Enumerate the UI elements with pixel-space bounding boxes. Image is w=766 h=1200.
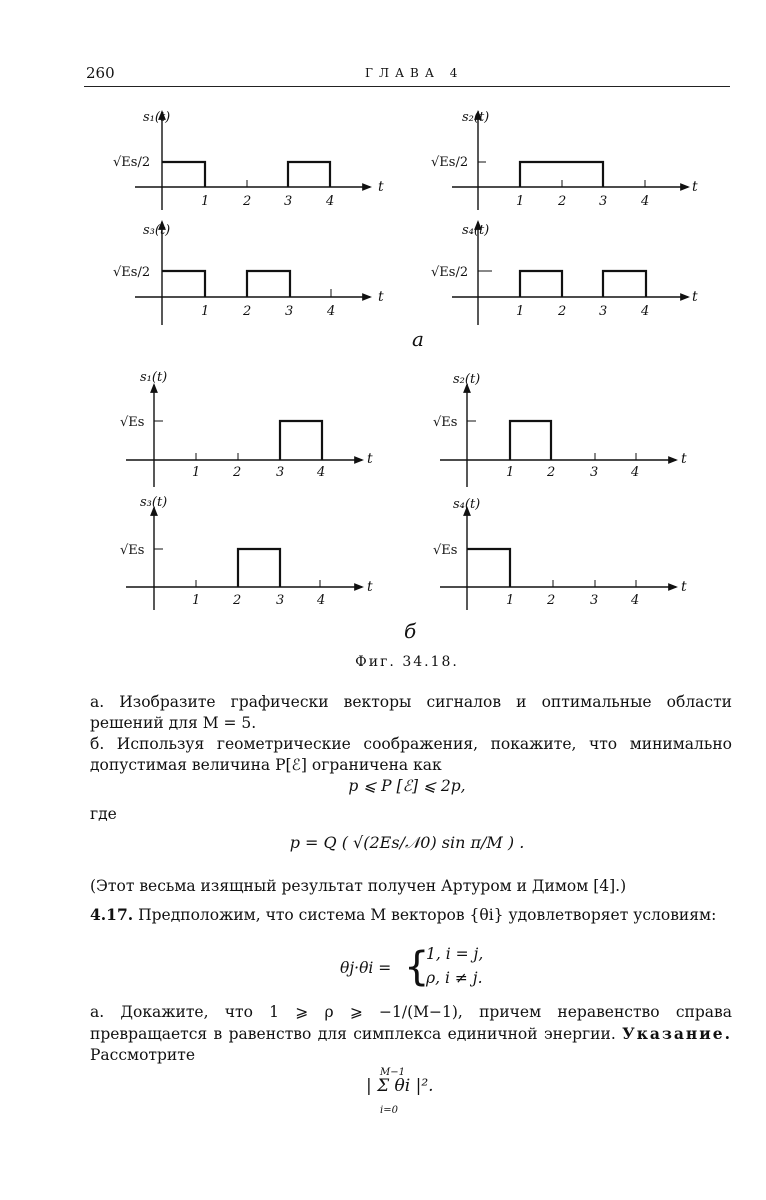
sum-expression: | Σ θi |².: [366, 1076, 434, 1096]
tick-label: 2: [547, 593, 556, 608]
tick-label: 4: [631, 593, 640, 608]
amplitude-label: √Es/2: [431, 155, 469, 170]
tick-label: 1: [516, 304, 525, 319]
chapter-title: ГЛАВА 4: [365, 66, 464, 80]
hint-label: Указание.: [622, 1024, 732, 1043]
amplitude-label: √Es/2: [113, 155, 151, 170]
tick-label: 3: [276, 593, 285, 608]
tick-label: 2: [233, 593, 242, 608]
plot-b-s2: [433, 372, 687, 487]
plot-b-s1: [120, 370, 373, 487]
equation-bound: p ⩽ P [ℰ] ⩽ 2p,: [348, 777, 466, 795]
paragraph-prove: [90, 1002, 732, 1066]
problem-4-17: [90, 904, 732, 926]
paragraph-citation: (Этот весьма изящный результат получен Артуром и Димом [4].): [90, 877, 627, 895]
equation-sum: [360, 1062, 480, 1122]
signal-label: s₁(t): [140, 370, 168, 385]
sum-lower-limit: i=0: [380, 1105, 398, 1116]
signal-label: s₁(t): [143, 110, 171, 125]
pulse: [238, 549, 280, 587]
amplitude-label: √Es: [433, 415, 458, 430]
pulse: [162, 162, 205, 187]
t-label: t: [378, 289, 384, 305]
plot-a-s3: [113, 222, 384, 325]
part-b-label: б: [404, 619, 417, 643]
signal-label: s₃(t): [140, 495, 168, 510]
amplitude-label: √Es: [433, 543, 458, 558]
tick-label: 1: [506, 465, 515, 480]
equation-p: p = Q ( √(2Es/𝒩0) sin π/M ) .: [289, 833, 525, 852]
problem-number: 4.17.: [90, 905, 134, 924]
pulse: [467, 549, 510, 587]
tick-label: 2: [233, 465, 242, 480]
tick-label: 3: [276, 465, 285, 480]
plot-b-s3: [120, 495, 373, 610]
tick-label: 4: [317, 593, 326, 608]
page-number: 260: [86, 64, 115, 82]
where-label: где: [90, 805, 117, 823]
tick-label: 2: [243, 304, 252, 319]
tick-label: 4: [327, 304, 336, 319]
tick-label: 1: [201, 194, 210, 209]
cases-lhs: θj·θi =: [340, 959, 392, 977]
tick-label: 4: [326, 194, 335, 209]
paragraph-a: а. Изобразите графически векторы сигналов и оптимальные области решений для M = 5.: [90, 693, 732, 732]
tick-label: 3: [599, 194, 608, 209]
brace-icon: {: [404, 944, 430, 990]
pulse: [510, 421, 551, 460]
signal-label: s₄(t): [453, 497, 481, 512]
signal-label: s₄(t): [462, 223, 490, 238]
case-unequal: ρ, i ≠ j.: [426, 969, 483, 987]
problem-text: Предположим, что система M векторов {θi} удовлетворяет условиям:: [138, 906, 717, 924]
pulse: [520, 271, 562, 297]
amplitude-label: √Es: [120, 415, 145, 430]
tick-label: 1: [192, 465, 201, 480]
tick-label: 1: [201, 304, 210, 319]
tick-label: 3: [284, 194, 293, 209]
tick-label: 4: [641, 194, 650, 209]
tick-label: 2: [547, 465, 556, 480]
paragraph-b: б. Используя геометрические соображения, покажите, что минимально допустимая величина P[ℰ] ограничена как: [90, 735, 732, 774]
figure-caption: Фиг. 34.18.: [355, 654, 459, 670]
tick-label: 3: [590, 593, 599, 608]
tick-label: 2: [558, 304, 567, 319]
tick-label: 4: [631, 465, 640, 480]
plot-a-s1: [113, 110, 384, 210]
signal-label: s₂(t): [453, 372, 481, 387]
plot-a-s2: [431, 110, 698, 210]
t-label: t: [367, 579, 373, 595]
t-label: t: [681, 579, 687, 595]
tick-label: 3: [285, 304, 294, 319]
tick-label: 1: [506, 593, 515, 608]
pulse: [280, 421, 322, 460]
pulse: [247, 271, 290, 297]
amplitude-label: √Es: [120, 543, 145, 558]
pulse: [162, 271, 205, 297]
amplitude-label: √Es/2: [431, 265, 469, 280]
signal-label: s₂(t): [462, 110, 490, 125]
pulse: [288, 162, 330, 187]
header-rule: [84, 86, 730, 87]
t-label: t: [681, 451, 687, 467]
tick-label: 4: [641, 304, 650, 319]
amplitude-label: √Es/2: [113, 265, 151, 280]
figure-34-18: [0, 90, 766, 650]
tick-label: 2: [558, 194, 567, 209]
tick-label: 1: [516, 194, 525, 209]
tick-label: 1: [192, 593, 201, 608]
t-label: t: [692, 179, 698, 195]
plot-b-s4: [433, 497, 687, 610]
t-label: t: [378, 179, 384, 195]
prove-text: а. Докажите, что 1 ⩾ ρ ⩾ −1/(M−1), причем неравенство справа превращается в равенство для симплекса единичной энергии.: [90, 1003, 732, 1043]
tick-label: 4: [317, 465, 326, 480]
plot-a-s4: [431, 222, 698, 325]
signal-label: s₃(t): [143, 223, 171, 238]
t-label: t: [367, 451, 373, 467]
tick-label: 3: [599, 304, 608, 319]
sum-upper-limit: M−1: [380, 1067, 405, 1078]
tick-label: 3: [590, 465, 599, 480]
case-equal: 1, i = j,: [426, 945, 484, 963]
t-label: t: [692, 289, 698, 305]
tick-label: 2: [243, 194, 252, 209]
pulse: [603, 271, 646, 297]
consider-text: Рассмотрите: [90, 1046, 195, 1064]
part-a-label: a: [412, 327, 424, 351]
